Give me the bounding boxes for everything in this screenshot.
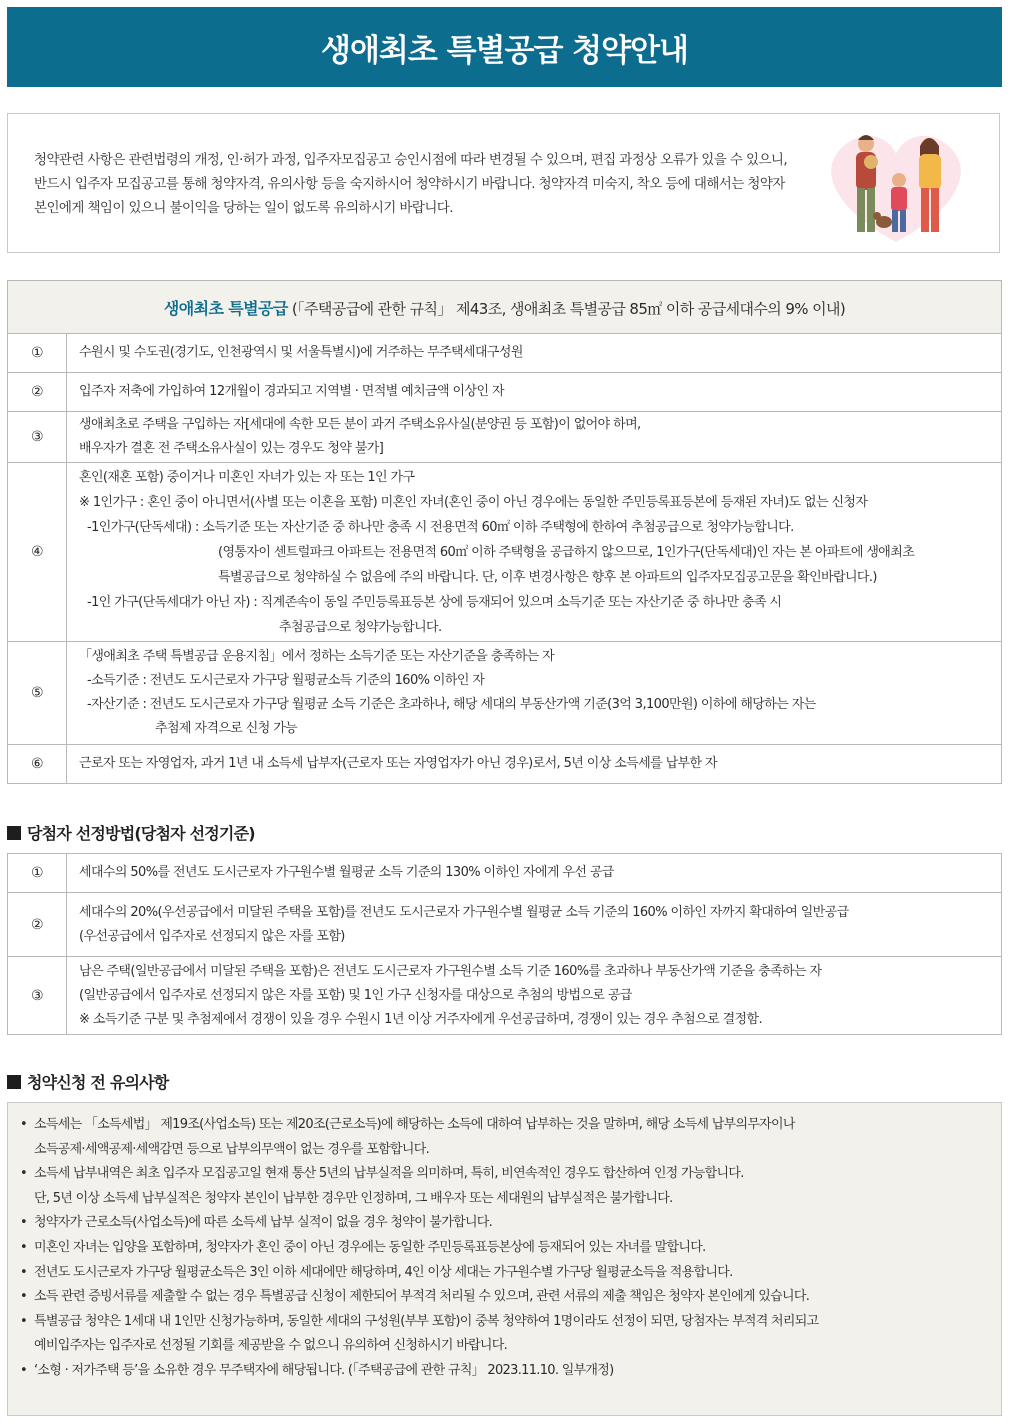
- selection-section-title: [7, 821, 255, 844]
- row-text: 「생애최초 주택 특별공급 운용지침」에서 정하는 소득기준 또는 자산기준을 충족하는 자: [79, 649, 555, 664]
- list-item-text: • 소득 관련 증빙서류를 제출할 수 없는 경우 특별공급 신청이 제한되어 부적격 처리될 수 있으며, 관련 서류의 제출 책임은 청약자 본인에게 있습니다.: [34, 1289, 810, 1305]
- notice-box: [7, 113, 1000, 253]
- list-item: [20, 1113, 989, 1162]
- row-text: 세대수의 50%를 전년도 도시근로자 가구원수별 월평균 소득 기준의 130% 이하인 자에게 우선 공급: [79, 865, 614, 880]
- row-text: 입주자 저축에 가입하여 12개월이 경과되고 지역별 · 면적별 예치금액 이상인 자: [79, 384, 504, 399]
- row-text: 남은 주택(일반공급에서 미달된 주택을 포함)은 전년도 도시근로자 가구원수별 소득 기준 160%를 초과하나 부동산가액 기준을 충족하는 자: [79, 963, 822, 979]
- row-text: 혼인(재혼 포함) 중이거나 미혼인 자녀가 있는 자 또는 1인 가구: [79, 469, 415, 485]
- row-text: -자산기준 : 전년도 도시근로자 가구당 월평균 소득 기준은 초과하나, 해당 세대의 부동산가액 기준(3억 3,100만원) 이하에 해당하는 자는: [87, 697, 816, 712]
- table-row: [8, 957, 1002, 1035]
- row-number: ④: [8, 463, 67, 642]
- eligibility-table: [7, 280, 1002, 784]
- row-text: -1인 가구(단독세대가 아닌 자) : 직계존속이 동일 주민등록표등본 상에 등재되어 있으며 소득기준 또는 자산기준 중 하나만 충족 시: [87, 594, 782, 610]
- list-item-text: 소득공제·세액공제·세액감면 등으로 납부의무액이 없는 경우를 포함합니다.: [34, 1141, 430, 1157]
- selection-table: [7, 853, 1002, 1035]
- selection-title: 당첨자 선정방법(당첨자 선정기준): [27, 824, 255, 843]
- list-item-text: • 소득세 납부내역은 최초 입주자 모집공고일 현재 통산 5년의 납부실적을 의미하며, 특히, 비연속적인 경우도 합산하여 인정 가능합니다.: [34, 1166, 744, 1182]
- list-item-text: • ‘소형 · 저가주택 등’을 소유한 경우 무주택자에 해당됩니다. (「주택공급에 관한 규칙」 2023.11.10. 일부개정): [34, 1362, 614, 1378]
- list-item: [20, 1261, 989, 1286]
- list-item-text: • 전년도 도시근로자 가구당 월평균소득은 3인 이하 세대에만 해당하며, 4인 이상 세대는 가구원수별 가구당 월평균소득을 적용합니다.: [34, 1264, 733, 1280]
- row-text: -소득기준 : 전년도 도시근로자 가구당 월평균소득 기준의 160% 이하인 자: [87, 673, 485, 688]
- table-row: [8, 642, 1002, 745]
- list-item: [20, 1236, 989, 1261]
- row-text: ※ 소득기준 구분 및 추첨제에서 경쟁이 있을 경우 수원시 1년 이상 거주자에게 우선공급하며, 경쟁이 있는 경우 추첨으로 결정함.: [79, 1011, 762, 1027]
- list-item-text: 단, 5년 이상 소득세 납부실적은 청약자 본인이 납부한 경우만 인정하며, 그 배우자 또는 세대원의 납부실적은 불가합니다.: [34, 1190, 673, 1206]
- row-text: ※ 1인가구 : 혼인 중이 아니면서(사별 또는 이혼을 포함) 미혼인 자녀(혼인 중이 아닌 경우에는 동일한 주민등록표등본에 등재된 자녀)도 없는 신청자: [79, 494, 868, 510]
- row-number: ①: [8, 334, 67, 373]
- list-item: [20, 1285, 989, 1310]
- row-text: (영통자이 센트럴파크 아파트는 전용면적 60㎡ 이하 주택형을 공급하지 않으므로, 1인가구(단독세대)인 자는 본 아파트에 생애최초: [218, 544, 915, 560]
- table-row: [8, 412, 1002, 463]
- row-number: ③: [8, 957, 67, 1035]
- list-item-text: • 미혼인 자녀는 입양을 포함하며, 청약자가 혼인 중이 아닌 경우에는 동일한 주민등록표등본상에 등재되어 있는 자녀를 말합니다.: [34, 1239, 706, 1255]
- table-row: [8, 854, 1002, 893]
- row-text: 세대수의 20%(우선공급에서 미달된 주택을 포함)를 전년도 도시근로자 가구원수별 월평균 소득 기준의 160% 이하인 자까지 확대하여 일반공급: [79, 904, 849, 920]
- row-number: ⑥: [8, 745, 67, 784]
- row-number: ③: [8, 412, 67, 463]
- eligibility-title: 생애최초 특별공급: [163, 298, 288, 318]
- row-text: (우선공급에서 입주자로 선정되지 않은 자를 포함): [79, 928, 345, 944]
- row-text: (일반공급에서 입주자로 선정되지 않은 자를 포함) 및 1인 가구 신청자를 대상으로 추첨의 방법으로 공급: [79, 987, 632, 1003]
- square-bullet-icon: [7, 1075, 21, 1089]
- page-title: 생애최초 특별공급 청약안내: [7, 7, 1002, 87]
- eligibility-header: [8, 281, 1002, 334]
- list-item: [20, 1211, 989, 1236]
- row-text: 근로자 또는 자영업자, 과거 1년 내 소득세 납부자(근로자 또는 자영업자가 아닌 경우)로서, 5년 이상 소득세를 납부한 자: [79, 756, 717, 771]
- list-item: [20, 1359, 989, 1384]
- square-bullet-icon: [7, 826, 21, 840]
- cautions-box: [7, 1102, 1002, 1416]
- list-item-text: • 소득세는 「소득세법」 제19조(사업소득) 또는 제20조(근로소득)에 해당하는 소득에 대하여 납부하는 것을 말하며, 해당 소득세 납부의무자이나: [34, 1117, 795, 1132]
- table-row: [8, 463, 1002, 642]
- list-item-text: 예비입주자는 입주자로 선정될 기회를 제공받을 수 없으니 유의하여 신청하시기 바랍니다.: [34, 1338, 508, 1354]
- list-item: [20, 1162, 989, 1211]
- list-item: [20, 1310, 989, 1359]
- table-row: [8, 334, 1002, 373]
- row-text: 배우자가 결혼 전 주택소유사실이 있는 경우도 청약 불가]: [79, 441, 384, 456]
- row-number: ⑤: [8, 642, 67, 745]
- list-item-text: • 특별공급 청약은 1세대 내 1인만 신청가능하며, 동일한 세대의 구성원(부부 포함)이 중복 청약하여 1명이라도 선정이 되면, 당첨자는 부적격 처리되고: [34, 1313, 819, 1329]
- cautions-title: 청약신청 전 유의사항: [27, 1073, 169, 1092]
- row-number: ①: [8, 854, 67, 893]
- cautions-section-title: [7, 1070, 168, 1093]
- table-row: [8, 893, 1002, 957]
- eligibility-subtitle: (「주택공급에 관한 규칙」 제43조, 생애최초 특별공급 85㎡ 이하 공급세대수의 9% 이내): [291, 299, 846, 318]
- row-text: 생애최초로 주택을 구입하는 자[세대에 속한 모든 분이 과거 주택소유사실(분양권 등 포함)이 없어야 하며,: [79, 417, 641, 432]
- row-text: 특별공급으로 청약하실 수 없음에 주의 바랍니다. 단, 이후 변경사항은 향후 본 아파트의 입주자모집공고문을 확인바랍니다.): [218, 569, 877, 585]
- row-number: ②: [8, 373, 67, 412]
- row-text: 추첨제 자격으로 신청 가능: [155, 721, 298, 736]
- row-number: ②: [8, 893, 67, 957]
- row-text: 수원시 및 수도권(경기도, 인천광역시 및 서울특별시)에 거주하는 무주택세대구성원: [79, 345, 523, 360]
- table-row: [8, 373, 1002, 412]
- row-text: 추첨공급으로 청약가능합니다.: [279, 619, 442, 635]
- list-item-text: • 청약자가 근로소득(사업소득)에 따른 소득세 납부 실적이 없을 경우 청약이 불가합니다.: [34, 1215, 493, 1231]
- row-text: -1인가구(단독세대) : 소득기준 또는 자산기준 중 하나만 충족 시 전용면적 60㎡ 이하 주택형에 한하여 추첨공급으로 청약가능합니다.: [87, 519, 794, 535]
- notice-text: 청약관련 사항은 관련법령의 개정, 인·허가 과정, 입주자모집공고 승인시점에 따라 변경될 수 있으며, 편집 과정상 오류가 있을 수 있으니, 반드시 입주자 모집공고를 통해 청약자격, 유의사항 등을 숙지하시어 청약하시기 바랍니다. 청약자격 미숙지, 착오 등에 대해서는 청약자 본인에게 책임이 있으니 불이익을 당하는 일이 없도록 유의하시기 바랍니다.: [34, 152, 788, 216]
- family-illustration: [811, 122, 981, 252]
- table-row: [8, 745, 1002, 784]
